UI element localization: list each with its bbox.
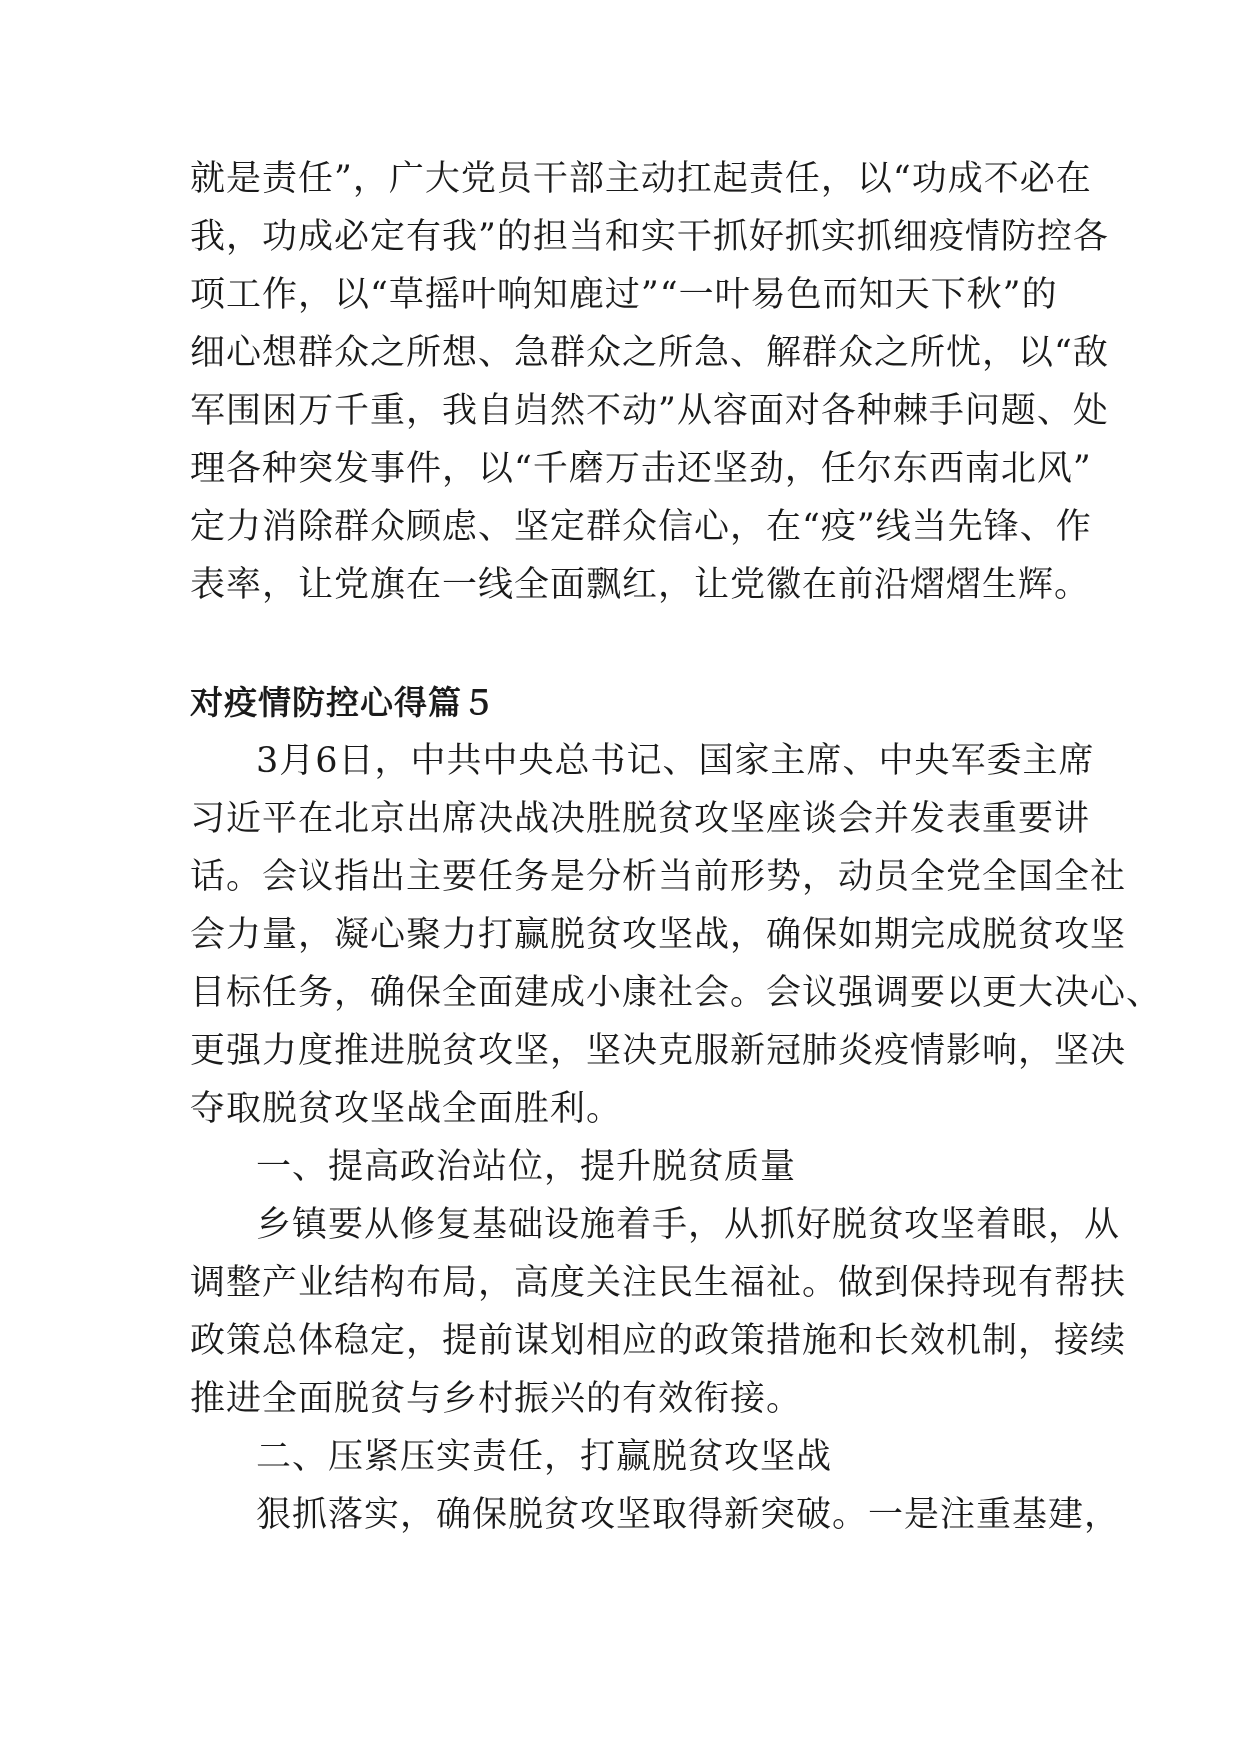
point1-heading — [190, 1138, 1050, 1196]
text-line: 目标任务，确保全面建成小康社会。会议强调要以更大决心、 — [190, 973, 1163, 1013]
text-line: 会力量，凝心聚力打赢脱贫攻坚战，确保如期完成脱贫攻坚 — [190, 915, 1127, 955]
text-line: 政策总体稳定，提前谋划相应的政策措施和长效机制，接续 — [190, 1321, 1127, 1361]
point2-heading — [190, 1428, 1050, 1486]
text-line: 理各种突发事件，以“千磨万击还坚劲，任尔东西南北风” — [190, 449, 1092, 489]
continuation-paragraph — [190, 150, 1109, 614]
text-line: 项工作，以“草摇叶响知鹿过”“一叶易色而知天下秋”的 — [190, 275, 1058, 315]
subheading-text: 一、提高政治站位，提升脱贫质量 — [256, 1147, 797, 1187]
text-line: 夺取脱贫攻坚战全面胜利。 — [190, 1089, 623, 1129]
section-title: 对疫情防控心得篇５ — [190, 683, 496, 722]
text-line: 乡镇要从修复基础设施着手，从抓好脱贫攻坚着眼，从 — [256, 1205, 1121, 1245]
text-line: 我，功成必定有我”的担当和实干抓好抓实抓细疫情防控各 — [190, 217, 1109, 257]
text-line: 表率，让党旗在一线全面飘红，让党徽在前沿熠熠生辉。 — [190, 565, 1091, 605]
text-line: 调整产业结构布局，高度关注民生福祉。做到保持现有帮扶 — [190, 1263, 1127, 1303]
point2-paragraph — [190, 1486, 1121, 1544]
text-line: 习近平在北京出席决战决胜脱贫攻坚座谈会并发表重要讲 — [190, 799, 1091, 839]
intro-paragraph — [190, 732, 1163, 1138]
subheading-text: 二、压紧压实责任，打赢脱贫攻坚战 — [256, 1437, 833, 1477]
text-line: 3月6日，中共中央总书记、国家主席、中央军委主席 — [256, 741, 1095, 781]
text-line: 细心想群众之所想、急群众之所急、解群众之所忧，以“敌 — [190, 333, 1109, 373]
text-line: 就是责任”，广大党员干部主动扛起责任，以“功成不必在 — [190, 159, 1092, 199]
text-line: 定力消除群众顾虑、坚定群众信心，在“疫”线当先锋、作 — [190, 507, 1092, 547]
text-line: 推进全面脱贫与乡村振兴的有效衔接。 — [190, 1379, 803, 1419]
text-line: 话。会议指出主要任务是分析当前形势，动员全党全国全社 — [190, 857, 1127, 897]
text-line: 狠抓落实，确保脱贫攻坚取得新突破。一是注重基建， — [256, 1495, 1121, 1535]
document-page — [190, 150, 1163, 1544]
text-line: 更强力度推进脱贫攻坚，坚决克服新冠肺炎疫情影响，坚决 — [190, 1031, 1127, 1071]
text-line: 军围困万千重，我自岿然不动”从容面对各种棘手问题、处 — [190, 391, 1109, 431]
point1-paragraph — [190, 1196, 1127, 1428]
